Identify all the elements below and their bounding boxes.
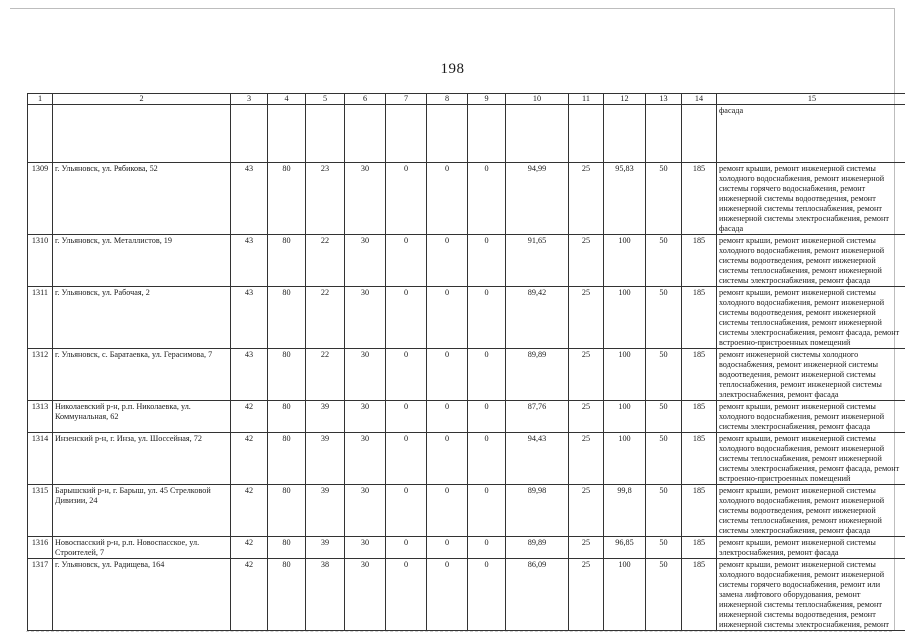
value-cell: 25: [569, 401, 604, 433]
value-cell: 0: [427, 559, 468, 631]
header-cell: 8: [427, 94, 468, 105]
header-cell: 11: [569, 94, 604, 105]
value-cell: 25: [569, 433, 604, 485]
address-cell: Барышский р-н, г. Барыш, ул. 45 Стрелковой Дивизии, 24: [53, 485, 231, 537]
address-cell: г. Ульяновск, ул. Радищева, 164: [53, 559, 231, 631]
value-cell: 89,89: [506, 537, 569, 559]
value-cell: 38: [306, 559, 345, 631]
value-cell: 94,43: [506, 433, 569, 485]
value-cell: 89,98: [506, 485, 569, 537]
value-cell: 42: [231, 559, 268, 631]
header-cell: 10: [506, 94, 569, 105]
value-cell: 95,83: [604, 163, 646, 235]
value-cell: 80: [268, 537, 306, 559]
value-cell: 100: [604, 287, 646, 349]
header-cell: 12: [604, 94, 646, 105]
value-cell: 0: [468, 401, 506, 433]
value-cell: 0: [468, 287, 506, 349]
value-cell: 87,76: [506, 401, 569, 433]
value-cell: 25: [569, 349, 604, 401]
value-cell: 0: [427, 163, 468, 235]
header-cell: 2: [53, 94, 231, 105]
value-cell: 39: [306, 401, 345, 433]
table-row: [28, 537, 905, 559]
value-cell: 50: [646, 287, 682, 349]
header-cell: 14: [682, 94, 717, 105]
value-cell: 185: [682, 401, 717, 433]
value-cell: 50: [646, 537, 682, 559]
table-row: [28, 485, 905, 537]
works-cell: фасада: [717, 105, 905, 163]
value-cell: 0: [468, 235, 506, 287]
table-row: [28, 287, 905, 349]
page-bottom-edge: [26, 631, 892, 633]
value-cell: 86,09: [506, 559, 569, 631]
value-cell: 80: [268, 401, 306, 433]
header-cell: 13: [646, 94, 682, 105]
row-number-cell: 1311: [28, 287, 53, 349]
header-cell: 4: [268, 94, 306, 105]
table-row: [28, 401, 905, 433]
table-row: [28, 235, 905, 287]
header-cell: 6: [345, 94, 386, 105]
header-cell: 5: [306, 94, 345, 105]
value-cell: 185: [682, 537, 717, 559]
value-cell: 0: [468, 537, 506, 559]
value-cell: 185: [682, 235, 717, 287]
value-cell: 0: [386, 349, 427, 401]
address-cell: г. Ульяновск, ул. Рябикова, 52: [53, 163, 231, 235]
address-cell: Николаевский р-н, р.п. Николаевка, ул. Коммунальная, 62: [53, 401, 231, 433]
value-cell: 80: [268, 287, 306, 349]
value-cell: 43: [231, 235, 268, 287]
value-cell: 96,85: [604, 537, 646, 559]
table-row: [28, 433, 905, 485]
value-cell: 91,65: [506, 235, 569, 287]
value-cell: 100: [604, 559, 646, 631]
value-cell: 0: [386, 433, 427, 485]
value-cell: 30: [345, 349, 386, 401]
value-cell: 100: [604, 433, 646, 485]
value-cell: 0: [468, 349, 506, 401]
value-cell: 30: [345, 287, 386, 349]
value-cell: 42: [231, 537, 268, 559]
value-cell: 25: [569, 537, 604, 559]
value-cell: 80: [268, 349, 306, 401]
works-cell: ремонт крыши, ремонт инженерной системы холодного водоснабжения, ремонт инженерной системы горячего водоснабжения, ремонт или замена лифтового оборудования, ремонт инженерной системы теплоснабжения, ремонт инженерной системы водоотведения, ремонт инженерной системы электроснабжения, ремонт: [717, 559, 905, 631]
value-cell: 0: [427, 235, 468, 287]
value-cell: 0: [427, 401, 468, 433]
table-row: [28, 163, 905, 235]
value-cell: 100: [604, 235, 646, 287]
value-cell: 50: [646, 401, 682, 433]
value-cell: 0: [468, 485, 506, 537]
row-number-cell: 1315: [28, 485, 53, 537]
header-cell: 7: [386, 94, 427, 105]
header-cell: 3: [231, 94, 268, 105]
value-cell: 25: [569, 163, 604, 235]
value-cell: 0: [468, 559, 506, 631]
value-cell: 185: [682, 433, 717, 485]
value-cell: 50: [646, 559, 682, 631]
value-cell: 22: [306, 287, 345, 349]
row-number-cell: 1316: [28, 537, 53, 559]
value-cell: 43: [231, 287, 268, 349]
value-cell: 80: [268, 433, 306, 485]
value-cell: 30: [345, 235, 386, 287]
value-cell: 80: [268, 235, 306, 287]
value-cell: 39: [306, 433, 345, 485]
value-cell: 89,42: [506, 287, 569, 349]
works-cell: ремонт крыши, ремонт инженерной системы холодного водоснабжения, ремонт инженерной системы электроснабжения, ремонт фасада: [717, 401, 905, 433]
value-cell: 22: [306, 349, 345, 401]
register-table: [27, 93, 905, 631]
value-cell: 50: [646, 349, 682, 401]
header-cell: 1: [28, 94, 53, 105]
value-cell: 0: [427, 537, 468, 559]
value-cell: 0: [386, 537, 427, 559]
value-cell: 25: [569, 559, 604, 631]
works-cell: ремонт крыши, ремонт инженерной системы холодного водоснабжения, ремонт инженерной системы водоотведения, ремонт инженерной системы теплоснабжения, ремонт инженерной системы электроснабжения, ремонт фасада: [717, 485, 905, 537]
value-cell: 22: [306, 235, 345, 287]
value-cell: 43: [231, 349, 268, 401]
page-number: 198: [440, 61, 465, 77]
table-row: [28, 559, 905, 631]
value-cell: 89,89: [506, 349, 569, 401]
value-cell: 43: [231, 163, 268, 235]
value-cell: 50: [646, 163, 682, 235]
row-number-cell: 1313: [28, 401, 53, 433]
address-cell: г. Ульяновск, ул. Рабочая, 2: [53, 287, 231, 349]
value-cell: 30: [345, 485, 386, 537]
row-number-cell: 1312: [28, 349, 53, 401]
value-cell: 30: [345, 433, 386, 485]
value-cell: 25: [569, 287, 604, 349]
value-cell: 42: [231, 433, 268, 485]
value-cell: 0: [386, 559, 427, 631]
address-cell: г. Ульяновск, с. Баратаевка, ул. Герасимова, 7: [53, 349, 231, 401]
value-cell: 30: [345, 537, 386, 559]
value-cell: 30: [345, 559, 386, 631]
value-cell: 25: [569, 235, 604, 287]
value-cell: 185: [682, 287, 717, 349]
value-cell: 39: [306, 485, 345, 537]
value-cell: 80: [268, 163, 306, 235]
works-cell: ремонт крыши, ремонт инженерной системы электроснабжения, ремонт фасада: [717, 537, 905, 559]
value-cell: 39: [306, 537, 345, 559]
value-cell: 0: [427, 485, 468, 537]
row-number-cell: 1310: [28, 235, 53, 287]
value-cell: 50: [646, 433, 682, 485]
row-number-cell: 1314: [28, 433, 53, 485]
value-cell: 0: [427, 433, 468, 485]
value-cell: 0: [386, 401, 427, 433]
value-cell: 185: [682, 349, 717, 401]
value-cell: 99,8: [604, 485, 646, 537]
works-cell: ремонт крыши, ремонт инженерной системы холодного водоснабжения, ремонт инженерной системы теплоснабжения, ремонт инженерной системы электроснабжения, ремонт фасада, ремонт встроенно-пристроенных помещений: [717, 433, 905, 485]
address-cell: Инзенский р-н, г. Инза, ул. Шоссейная, 72: [53, 433, 231, 485]
value-cell: 50: [646, 485, 682, 537]
row-number-cell: 1317: [28, 559, 53, 631]
row-number-cell: 1309: [28, 163, 53, 235]
value-cell: 80: [268, 485, 306, 537]
value-cell: 0: [386, 485, 427, 537]
header-cell: 9: [468, 94, 506, 105]
value-cell: 0: [468, 433, 506, 485]
value-cell: 185: [682, 163, 717, 235]
value-cell: 0: [427, 287, 468, 349]
value-cell: 100: [604, 349, 646, 401]
value-cell: 0: [386, 163, 427, 235]
table-row: [28, 349, 905, 401]
value-cell: 0: [427, 349, 468, 401]
works-cell: ремонт крыши, ремонт инженерной системы холодного водоснабжения, ремонт инженерной системы водоотведения, ремонт инженерной системы теплоснабжения, ремонт инженерной системы электроснабжения, ремонт фасада, ремонт встроенно-пристроенных помещений: [717, 287, 905, 349]
value-cell: 0: [386, 235, 427, 287]
works-cell: ремонт инженерной системы холодного водоснабжения, ремонт инженерной системы водоотведения, ремонт инженерной системы теплоснабжения, ремонт инженерной системы электроснабжения, ремонт фасада: [717, 349, 905, 401]
value-cell: 94,99: [506, 163, 569, 235]
value-cell: 50: [646, 235, 682, 287]
continuation-row: [28, 105, 905, 163]
works-cell: ремонт крыши, ремонт инженерной системы холодного водоснабжения, ремонт инженерной системы водоотведения, ремонт инженерной системы теплоснабжения, ремонт инженерной системы электроснабжения, ремонт фасада: [717, 235, 905, 287]
address-cell: г. Ульяновск, ул. Металлистов, 19: [53, 235, 231, 287]
value-cell: 30: [345, 401, 386, 433]
value-cell: 185: [682, 485, 717, 537]
value-cell: 23: [306, 163, 345, 235]
header-cell: 15: [717, 94, 905, 105]
value-cell: 30: [345, 163, 386, 235]
value-cell: 25: [569, 485, 604, 537]
value-cell: 42: [231, 401, 268, 433]
value-cell: 0: [468, 163, 506, 235]
column-number-row: [28, 94, 905, 105]
address-cell: Новоспасский р-н, р.п. Новоспасское, ул. Строителей, 7: [53, 537, 231, 559]
value-cell: 80: [268, 559, 306, 631]
value-cell: 100: [604, 401, 646, 433]
works-cell: ремонт крыши, ремонт инженерной системы холодного водоснабжения, ремонт инженерной системы горячего водоснабжения, ремонт инженерной системы водоотведения, ремонт инженерной системы теплоснабжения, ремонт инженерной системы электроснабжения, ремонт фасада: [717, 163, 905, 235]
value-cell: 42: [231, 485, 268, 537]
value-cell: 0: [386, 287, 427, 349]
value-cell: 185: [682, 559, 717, 631]
